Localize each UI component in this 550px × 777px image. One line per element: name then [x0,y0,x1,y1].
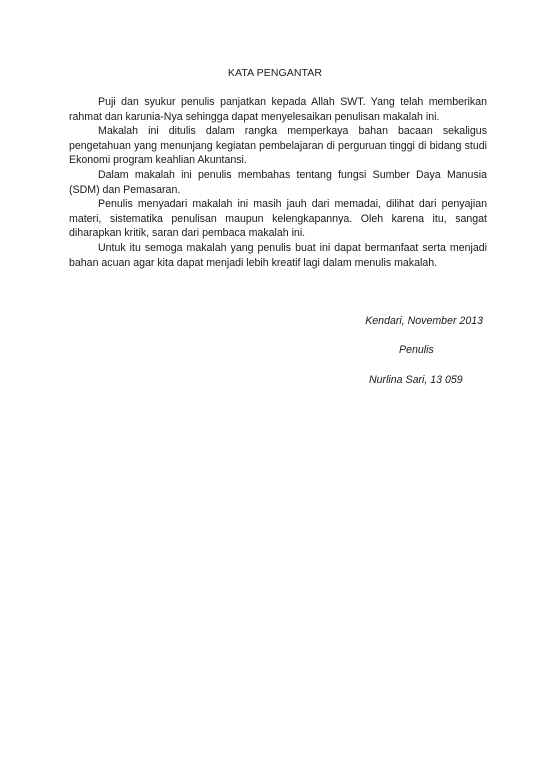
paragraph-1: Puji dan syukur penulis panjatkan kepada Allah SWT. Yang telah memberikan rahmat dan karunia-Nya sehingga dapat menyelesaikan penulisan makalah ini. [69,96,487,123]
paragraph-5: Untuk itu semoga makalah yang penulis buat ini dapat bermanfaat serta menjadi bahan acuan agar kita dapat menjadi lebih kreatif lagi dalam menulis makalah. [69,241,487,269]
paragraph-4: Penulis menyadari makalah ini masih jauh dari memadai, dilihat dari penyajian materi, sistematika penulisan maupun kelengkapannya. Oleh karena itu, sangat diharapkan kritik, saran dari pembaca makalah ini. [69,198,487,240]
page-title: KATA PENGANTAR [227,67,323,79]
signature-name: Nurlina Sari, 13 059 [369,374,463,386]
signature-role: Penulis [399,344,434,356]
paragraph-3: Dalam makalah ini penulis membahas tentang fungsi Sumber Daya Manusia (SDM) dan Pemasaran. [69,168,487,196]
body-text [69,95,487,270]
paragraph-2: Makalah ini ditulis dalam rangka memperkaya bahan bacaan sekaligus pengetahuan yang menunjang kegiatan pembelajaran di perguruan tinggi di bidang studi Ekonomi program keahlian Akuntansi. [69,125,487,167]
signature-place-date: Kendari, November 2013 [365,315,483,327]
